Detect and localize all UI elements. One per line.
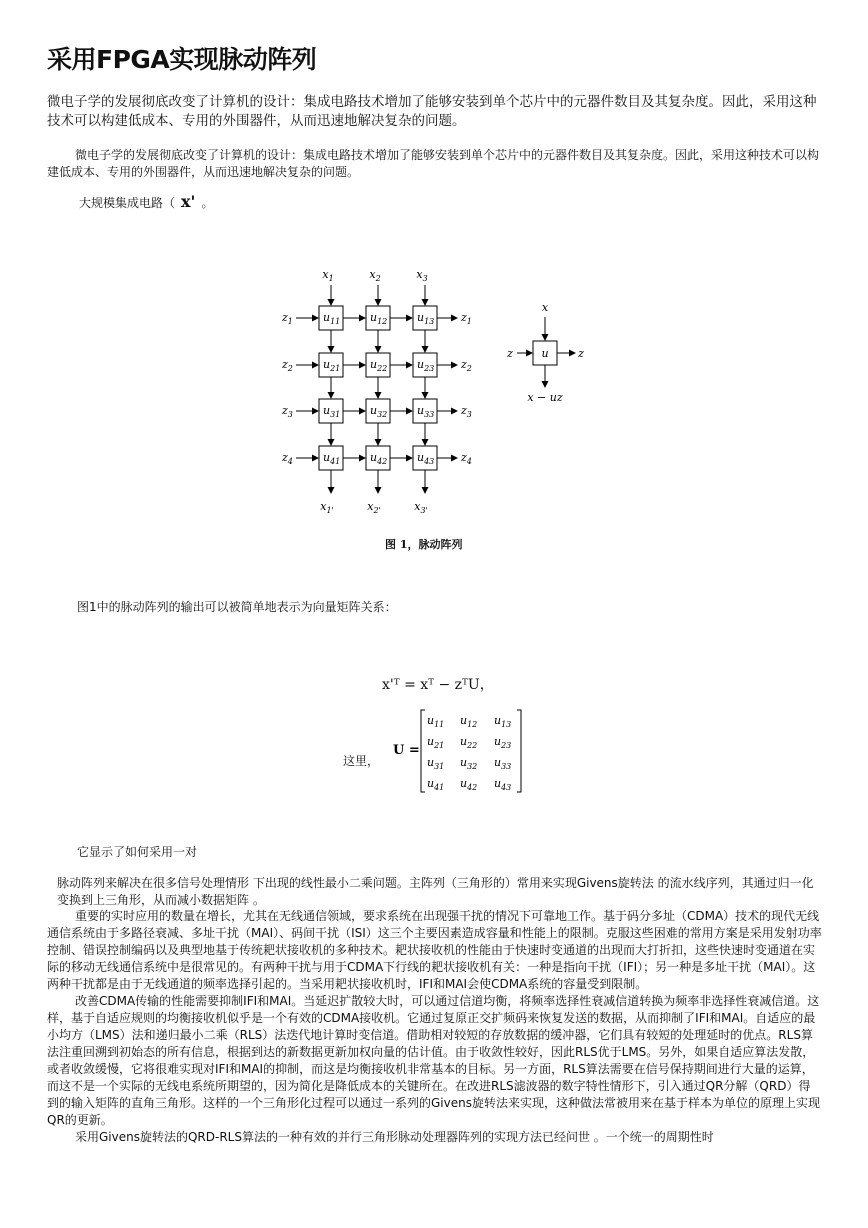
cell-label: $u_{32}$ xyxy=(370,404,388,419)
systolic-array-figure xyxy=(270,265,610,520)
paragraph-1: 微电子学的发展彻底改变了计算机的设计：集成电路技术增加了能够安装到单个芯片中的元器件数目及其复杂度。因此，采用这种技术可以构建低成本、专用的外围器件，从而迅速地解决复杂的问题。 xyxy=(47,148,820,179)
page-title: 采用FPGA实现脉动阵列 xyxy=(47,45,317,74)
cell-label: $u_{41}$ xyxy=(323,451,341,466)
matrix-entry: $u_{21}$ xyxy=(427,735,445,750)
input-label-x: $x_2$ xyxy=(369,268,381,283)
matrix-label: U = xyxy=(393,743,420,758)
body-paragraph: 改善CDMA传输的性能需要抑制IFI和MAI。当延迟扩散较大时，可以通过信道均衡，将频率选择性衰减信道转换为频率非选择性衰减信道。这样，基于自适应规则的均衡接收机似乎是一个有效的CDMA接收机。它通过复原正交扩频码来恢复发送的数据，从而抑制了IFI和MAI。自适应的最小均方（LMS）法和递归最小二乘（RLS）法迭代地计算时变信道。借助相对较短的存放数据的缓冲器，它们具有较短的处理延时的优点。RLS算法注重回溯到初始态的所有信息，根据到达的新数据更新加权向量的估计值。由于收敛性较好，因此RLS优于LMS。另外，如果自适应算法发散，或者收敛缓慢，它将很难实现对IFI和MAI的抑制，而这是均衡接收机非常基本的目标。另一方面，RLS算法需要在信号保持期间进行大量的运算，而这不是一个实际的无线电系统所期望的，因为简化是降低成本的关键所在。在改进RLS滤波器的数字特性情形下，引入通过QR分解（QRD）得到的输入矩阵的直角三角形。这样的一个三角形化过程可以通过一系列的Givens旋转法来实现，这种做法常被用来在基于样本为单位的原理上实现QR的更新。 xyxy=(47,994,820,1127)
matrix-entry: $u_{42}$ xyxy=(460,777,478,792)
row-output-label: $z_3$ xyxy=(461,404,472,419)
pe-cell-label: u xyxy=(541,347,549,360)
cell-label: $u_{11}$ xyxy=(323,311,341,326)
body-text xyxy=(47,908,822,1146)
paragraph-2 xyxy=(79,193,854,212)
matrix-bracket-left xyxy=(421,710,425,792)
cell-label: $u_{23}$ xyxy=(417,358,435,373)
cell-label: $u_{33}$ xyxy=(417,404,435,419)
pe-output-label: x − uz xyxy=(527,391,563,404)
cell-label: $u_{43}$ xyxy=(417,451,435,466)
matrix-entry: $u_{23}$ xyxy=(494,735,512,750)
pe-left-label: z xyxy=(507,347,513,360)
matrix-entry: $u_{43}$ xyxy=(494,777,512,792)
cell-label: $u_{13}$ xyxy=(417,311,435,326)
figure-caption: 图 1，脉动阵列 xyxy=(385,538,463,551)
matrix-u xyxy=(393,706,528,796)
row-output-label: $z_4$ xyxy=(461,451,472,466)
input-label-x: $x_3$ xyxy=(416,268,428,283)
pe-input-label: x xyxy=(541,301,549,314)
intro-paragraph: 微电子学的发展彻底改变了计算机的设计：集成电路技术增加了能够安装到单个芯片中的元器件数目及其复杂度。因此，采用这种技术可以构建低成本、专用的外围器件，从而迅速地解决复杂的问题。 xyxy=(47,94,817,129)
row-output-label: $z_2$ xyxy=(461,358,472,373)
matrix-entry: $u_{13}$ xyxy=(494,714,512,729)
equation-1: x'ᵀ = xᵀ − zᵀU， xyxy=(382,677,494,693)
cell-label: $u_{21}$ xyxy=(323,358,341,373)
matrix-bracket-right xyxy=(517,710,521,792)
matrix-entry: $u_{32}$ xyxy=(460,756,478,771)
body-paragraph: 采用Givens旋转法的QRD-RLS算法的一种有效的并行三角形脉动处理器阵列的实现方法已经问世 。一个统一的周期性时 xyxy=(75,1130,714,1144)
cell-label: $u_{42}$ xyxy=(370,451,388,466)
output-label-x: $x_{1'}$ xyxy=(320,500,334,515)
output-label-x: $x_{3'}$ xyxy=(414,500,428,515)
body-paragraph: 重要的实时应用的数量在增长，尤其在无线通信领域，要求系统在出现强干扰的情况下可靠地工作。基于码分多址（CDMA）技术的现代无线通信系统由于多路径衰减、多址干扰（MAI）、码间干扰（ISI）这三个主要因素造成容量和性能上的限制。克服这些困难的常用方案是采用发射功率控制、错误控制编码以及典型地基于传统耙状接收机的多种技术。耙状接收机的性能由于快速时变通道的出现而大打折扣，这些快速时变通道在实际的移动无线通信系统中是很常见的。有两种干扰与用于CDMA下行线的耙状接收机有关：一种是指向干扰（IFI）；另一种是多址干扰（MAI）。这两种干扰都是由于无线通道的频率选择引起的。当采用耙状接收机时，IFI和MAI会使CDMA系统的容量受到限制。 xyxy=(47,909,822,991)
cell-label: $u_{31}$ xyxy=(323,404,341,419)
output-label-x: $x_{2'}$ xyxy=(367,500,381,515)
input-label-x: $x_1$ xyxy=(322,268,334,283)
row-output-label: $z_1$ xyxy=(461,311,472,326)
matrix-entry: $u_{12}$ xyxy=(460,714,478,729)
p2-prefix: 大规模集成电路（ xyxy=(79,196,176,210)
row-input-label: $z_3$ xyxy=(282,404,293,419)
cell-label: $u_{22}$ xyxy=(370,358,388,373)
row-input-label: $z_4$ xyxy=(282,451,293,466)
paragraph-5: 脉动阵列来解决在很多信号处理情形 下出现的线性最小二乘问题。主阵列（三角形的）常用来实现Givens旋转法 的流水线序列，其通过归一化变换到上三角形，从而减小数据矩阵 。 xyxy=(57,876,814,907)
row-input-label: $z_1$ xyxy=(282,311,293,326)
p2-symbol: x' xyxy=(181,192,196,211)
row-input-label: $z_2$ xyxy=(282,358,293,373)
matrix-entry: $u_{22}$ xyxy=(460,735,478,750)
matrix-entry: $u_{41}$ xyxy=(427,777,445,792)
matrix-entry: $u_{33}$ xyxy=(494,756,512,771)
matrix-entry: $u_{11}$ xyxy=(427,714,445,729)
cell-label: $u_{12}$ xyxy=(370,311,388,326)
pe-right-label: z xyxy=(578,347,584,360)
matrix-entry: $u_{31}$ xyxy=(427,756,445,771)
paragraph-3: 图1中的脉动阵列的输出可以被简单地表示为向量矩阵关系： xyxy=(77,600,397,614)
equation-where: 这里， xyxy=(343,754,380,768)
paragraph-4: 它显示了如何采用一对 xyxy=(77,845,198,859)
p2-suffix: 。 xyxy=(201,196,214,210)
